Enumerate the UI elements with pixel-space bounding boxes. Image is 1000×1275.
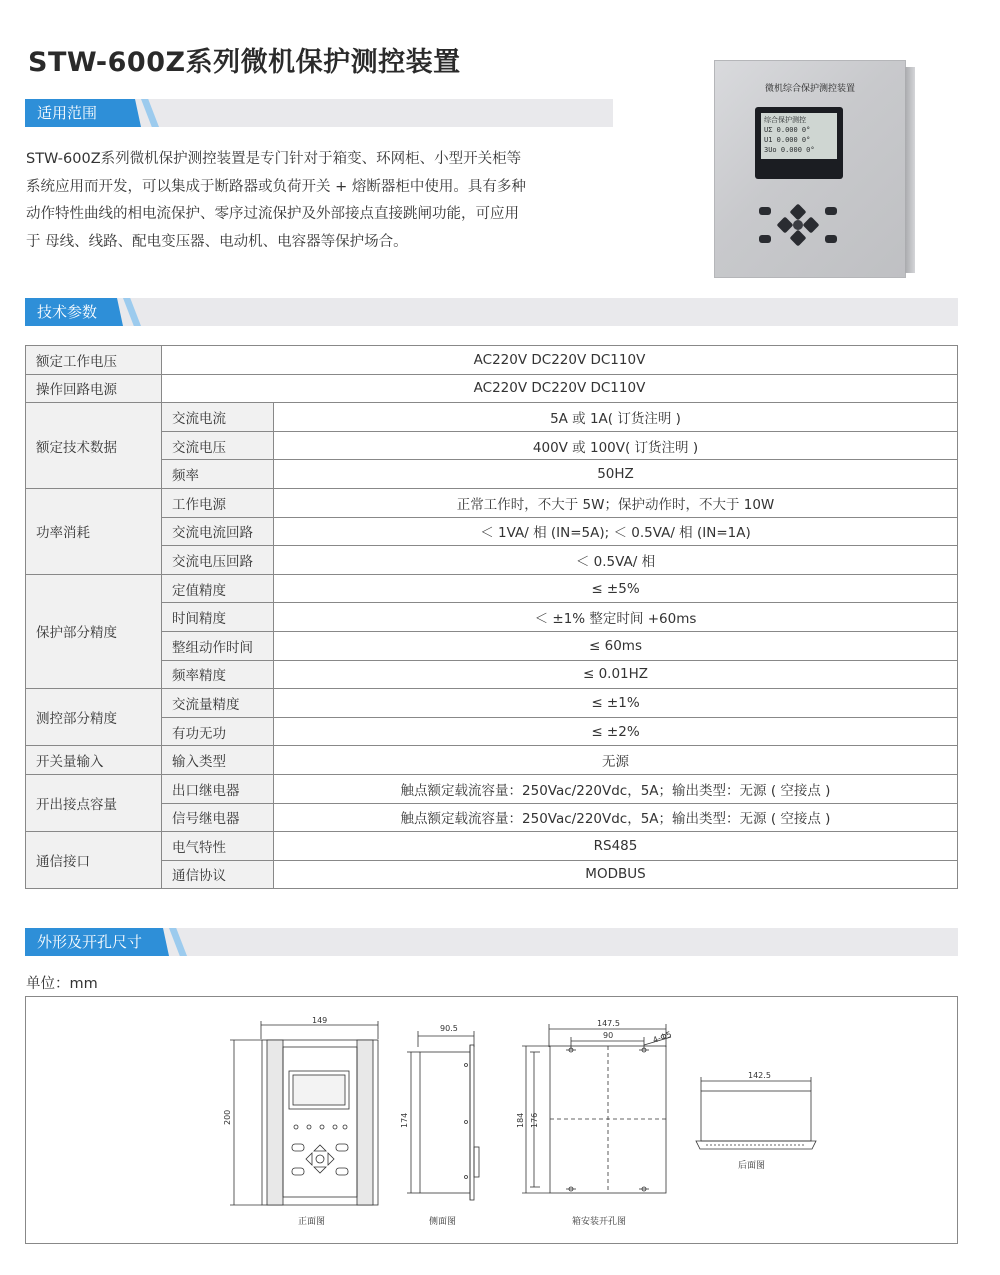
- lcd-line: 3Uo 0.000 0°: [764, 146, 815, 154]
- table-row: [26, 460, 958, 489]
- row-group: 开关量输入: [26, 746, 162, 775]
- row-group: 功率消耗: [26, 488, 162, 574]
- row-sub: 信号继电器: [162, 803, 274, 832]
- row-sub: 电气特性: [162, 832, 274, 861]
- row-value: AC220V DC220V DC110V: [162, 346, 958, 375]
- table-row: [26, 689, 958, 718]
- table-row: [26, 431, 958, 460]
- dim-cutout-height: 184: [516, 1112, 525, 1128]
- page-title: STW-600Z系列微机保护测控装置: [28, 47, 461, 78]
- row-sub: 通信协议: [162, 860, 274, 889]
- row-value: 50HZ: [274, 460, 958, 489]
- dim-side-depth: 90.5: [440, 1024, 458, 1033]
- row-sub: 交流电流回路: [162, 517, 274, 546]
- device-keypad: [759, 201, 839, 251]
- device-photo: [714, 60, 906, 278]
- table-row: [26, 488, 958, 517]
- table-row: [26, 546, 958, 575]
- row-value: ＜ ±1% 整定时间 +60ms: [274, 603, 958, 632]
- spec-table: [25, 345, 958, 889]
- dim-back-width: 142.5: [748, 1071, 771, 1080]
- row-value: 400V 或 100V( 订货注明 ): [274, 431, 958, 460]
- row-sub: 交流电压: [162, 431, 274, 460]
- table-row: [26, 832, 958, 861]
- intro-line: 动作特性曲线的相电流保护、零序过流保护及外部接点直接跳闸功能，可应用: [26, 206, 519, 222]
- row-group: 保护部分精度: [26, 574, 162, 688]
- section-header-tech: [25, 298, 958, 326]
- row-group: 开出接点容量: [26, 774, 162, 831]
- row-sub: 输入类型: [162, 746, 274, 775]
- dim-cutout-width: 147.5: [597, 1019, 620, 1028]
- row-value: ≤ 0.01HZ: [274, 660, 958, 689]
- row-value: RS485: [274, 832, 958, 861]
- table-row: [26, 774, 958, 803]
- section-title-scope: 适用范围: [37, 104, 98, 122]
- row-value: ＜ 0.5VA/ 相: [274, 546, 958, 575]
- row-sub: 工作电源: [162, 488, 274, 517]
- table-row: [26, 660, 958, 689]
- row-sub: 整组动作时间: [162, 631, 274, 660]
- table-row: [26, 603, 958, 632]
- table-row: [26, 746, 958, 775]
- row-sub: 频率精度: [162, 660, 274, 689]
- row-value: ≤ ±5%: [274, 574, 958, 603]
- table-row: [26, 346, 958, 375]
- row-value: ≤ ±2%: [274, 717, 958, 746]
- row-sub: 交流量精度: [162, 689, 274, 718]
- drawings-svg: [26, 997, 957, 1243]
- row-value: 触点额定载流容量：250Vac/220Vdc，5A；输出类型：无源 ( 空接点 ): [274, 774, 958, 803]
- unit-label: 单位：mm: [26, 976, 98, 992]
- dim-hole-spacing: 90: [603, 1031, 614, 1040]
- table-row: [26, 860, 958, 889]
- dim-hole-vertical-spacing: 176: [530, 1112, 539, 1128]
- dimension-drawings: [25, 996, 958, 1244]
- table-row: [26, 631, 958, 660]
- row-sub: 频率: [162, 460, 274, 489]
- row-value: 5A 或 1A( 订货注明 ): [274, 403, 958, 432]
- caption-side: 侧面图: [429, 1217, 457, 1227]
- table-row: [26, 374, 958, 403]
- row-value: ≤ 60ms: [274, 631, 958, 660]
- dim-front-width: 149: [312, 1016, 328, 1025]
- row-value: AC220V DC220V DC110V: [162, 374, 958, 403]
- row-sub: 时间精度: [162, 603, 274, 632]
- front-view-drawing: [230, 1021, 378, 1205]
- section-header-scope: [25, 99, 613, 127]
- row-sub: 交流电压回路: [162, 546, 274, 575]
- row-sub: 出口继电器: [162, 774, 274, 803]
- side-view-drawing: [407, 1031, 479, 1200]
- caption-cutout: 箱安装开孔图: [572, 1217, 627, 1227]
- lcd-line: U1 0.000 0°: [764, 136, 811, 144]
- caption-back: 后面图: [738, 1161, 766, 1171]
- row-value: 正常工作时，不大于 5W；保护动作时，不大于 10W: [274, 488, 958, 517]
- device-display: [755, 107, 843, 179]
- lcd-line: UΣ 0.000 0°: [764, 126, 811, 134]
- device-label: 微机综合保护测控装置: [764, 84, 855, 94]
- back-view-drawing: [696, 1077, 816, 1149]
- table-row: [26, 574, 958, 603]
- intro-text: [26, 146, 586, 256]
- row-group: 测控部分精度: [26, 689, 162, 746]
- caption-front: 正面图: [298, 1217, 326, 1227]
- dim-front-height: 200: [223, 1109, 232, 1125]
- row-sub: 交流电流: [162, 403, 274, 432]
- row-value: ＜ 1VA/ 相 (IN=5A); ＜ 0.5VA/ 相 (IN=1A): [274, 517, 958, 546]
- section-title-tech: 技术参数: [37, 303, 98, 321]
- section-title-dims: 外形及开孔尺寸: [37, 933, 143, 951]
- table-row: [26, 717, 958, 746]
- row-group: 额定工作电压: [26, 346, 162, 375]
- row-sub: 有功无功: [162, 717, 274, 746]
- table-row: [26, 403, 958, 432]
- section-header-dims: [25, 928, 958, 956]
- table-row: [26, 517, 958, 546]
- intro-line: 于 母线、线路、配电变压器、电动机、电容器等保护场合。: [26, 233, 408, 250]
- intro-line: 系统应用而开发，可以集成于断路器或负荷开关 + 熔断器柜中使用。具有多种: [26, 178, 526, 195]
- panel-cutout-drawing: [522, 1024, 671, 1193]
- row-value: 触点额定载流容量：250Vac/220Vdc，5A；输出类型：无源 ( 空接点 ): [274, 803, 958, 832]
- dim-side-height: 174: [400, 1112, 409, 1128]
- row-group: 通信接口: [26, 832, 162, 889]
- intro-line: STW-600Z系列微机保护测控装置是专门针对于箱变、环网柜、小型开关柜等: [26, 151, 522, 167]
- row-group: 额定技术数据: [26, 403, 162, 489]
- row-value: 无源: [274, 746, 958, 775]
- row-group: 操作回路电源: [26, 374, 162, 403]
- row-sub: 定值精度: [162, 574, 274, 603]
- lcd-line: 综合保护测控: [764, 116, 806, 124]
- row-value: MODBUS: [274, 860, 958, 889]
- table-row: [26, 803, 958, 832]
- dim-hole-diameter: 4-Φ5: [651, 1029, 673, 1045]
- row-value: ≤ ±1%: [274, 689, 958, 718]
